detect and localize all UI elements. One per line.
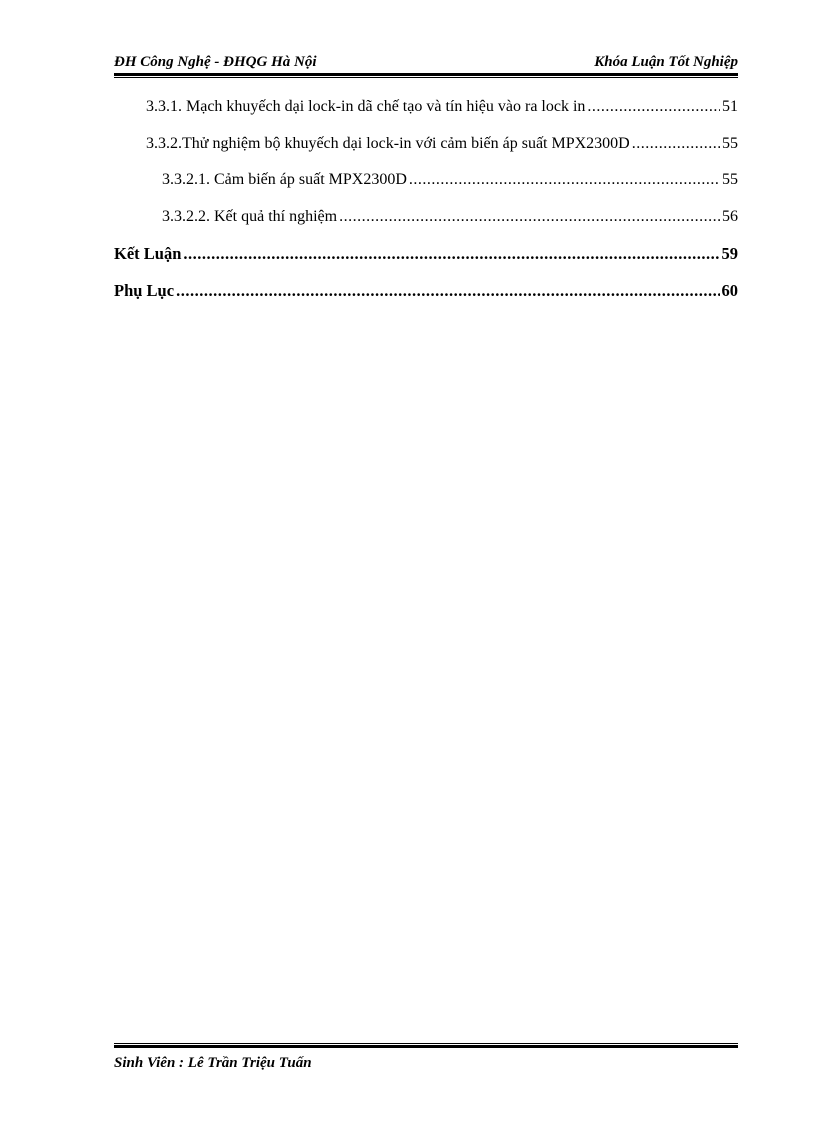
toc-dot-leader [409, 171, 720, 189]
toc-entry-title: Kết Luận [114, 244, 182, 263]
toc-entry[interactable] [114, 135, 738, 172]
toc-entry-title: 3.3.1. Mạch khuyếch dại lock-in dã chế tạo và tín hiệu vào ra lock in [146, 98, 586, 115]
toc-entry-title: 3.3.2.2. Kết quả thí nghiệm [162, 207, 338, 225]
header-thesis-title: Khóa Luận Tốt Nghiệp [594, 54, 738, 70]
toc-entry[interactable] [114, 171, 738, 208]
footer-divider-thick [114, 1045, 738, 1048]
toc-dot-leader [587, 98, 720, 116]
toc-entry-page: 55 [722, 171, 738, 188]
toc-entry-page: 55 [722, 134, 738, 152]
toc-entry-title: 3.3.2.1. Cảm biến áp suất MPX2300D [162, 171, 407, 188]
page-header [114, 52, 738, 74]
header-divider-thin [114, 77, 738, 78]
toc-entry-chapter[interactable] [114, 281, 738, 318]
toc-dot-leader [339, 208, 720, 226]
toc-entry-chapter[interactable] [114, 244, 738, 281]
toc-entry-title: Phụ Lục [114, 280, 175, 300]
footer-divider-thin [114, 1043, 738, 1044]
header-university: ĐH Công Nghệ - ĐHQG Hà Nội [114, 54, 317, 70]
header-divider-thick [114, 73, 738, 76]
toc-dot-leader [632, 135, 720, 153]
footer-student-name: Sinh Viên : Lê Trần Triệu Tuấn [114, 1055, 312, 1071]
toc-dot-leader [183, 244, 719, 264]
toc-entry[interactable] [114, 208, 738, 245]
toc-entry-page: 51 [722, 98, 738, 115]
toc-entry-page: 59 [721, 244, 738, 263]
toc-entry-page: 60 [721, 280, 738, 300]
toc-dot-leader [176, 281, 719, 301]
toc-entry-title: 3.3.2.Thử nghiệm bộ khuyếch dại lock-in với cảm biến áp suất MPX2300D [146, 134, 630, 152]
toc-entry-page: 56 [722, 207, 738, 225]
table-of-contents [114, 98, 738, 317]
toc-entry[interactable] [114, 98, 738, 135]
